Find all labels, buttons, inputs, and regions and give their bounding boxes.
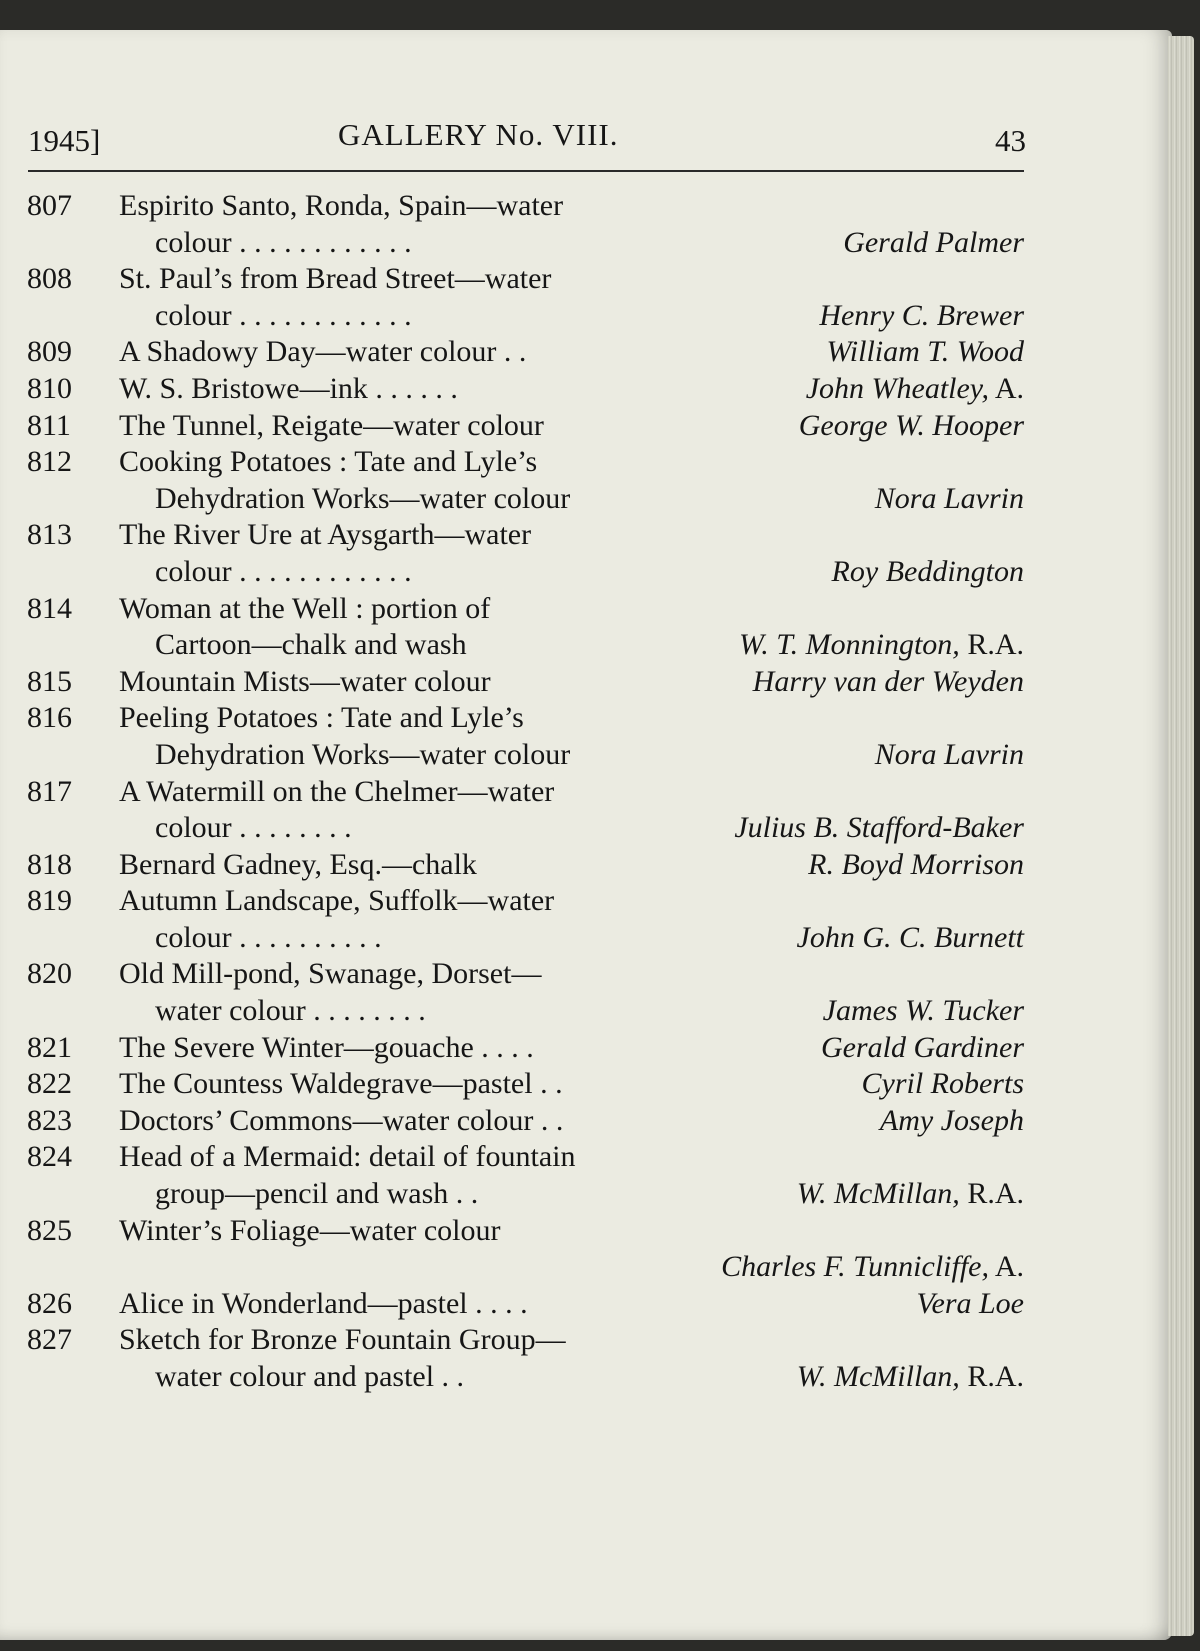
artist-honours: R.A. (959, 1177, 1024, 1211)
entry-line (0, 883, 1172, 920)
gallery-title: GALLERY No. VIII. (338, 117, 619, 152)
entry-title: The Countess Waldegrave—pastel . . (119, 1067, 563, 1101)
entry-title: Cooking Potatoes : Tate and Lyle’s (119, 445, 538, 479)
entry-line (0, 700, 1172, 737)
entry-number: 818 (27, 847, 72, 881)
entry-title: Bernard Gadney, Esq.—chalk (119, 847, 477, 881)
entry-number: 812 (27, 445, 72, 479)
entry-line (0, 517, 1172, 554)
entry-title: A Watermill on the Chelmer—water (119, 774, 555, 808)
entry-title-continued: Dehydration Works—water colour (155, 481, 571, 515)
catalogue-entry (0, 700, 1172, 773)
catalogue-entry (0, 408, 1172, 445)
entry-artist (734, 810, 1024, 847)
entry-title-continued: Cartoon—chalk and wash (155, 628, 467, 662)
entry-title: Doctors’ Commons—water colour . . (119, 1103, 564, 1137)
catalogue-entry (0, 334, 1172, 371)
entry-artist (917, 1286, 1025, 1323)
entry-line (0, 261, 1172, 298)
entry-line (0, 481, 1172, 518)
artist-name: John G. C. Burnett (796, 920, 1024, 954)
entry-artist (821, 1030, 1024, 1067)
entry-number: 822 (27, 1067, 72, 1101)
entry-title-continued: water colour . . . . . . . . (155, 994, 426, 1028)
entry-line (0, 188, 1172, 225)
entry-title: The River Ure at Aysgarth—water (119, 518, 532, 552)
artist-name: William T. Wood (826, 335, 1024, 369)
entry-line (0, 1103, 1172, 1140)
entry-title: Autumn Landscape, Suffolk—water (119, 884, 555, 918)
entry-line (0, 1286, 1172, 1323)
catalogue-entry (0, 1213, 1172, 1286)
artist-name: W. McMillan, (796, 1177, 960, 1211)
catalogue-entry (0, 956, 1172, 1029)
artist-name: John Wheatley, (805, 371, 989, 405)
entry-line (0, 1066, 1172, 1103)
entry-artist (799, 408, 1024, 445)
entry-line (0, 334, 1172, 371)
artist-name: Nora Lavrin (874, 737, 1024, 771)
entry-title: A Shadowy Day—water colour . . (119, 335, 527, 369)
entry-number: 819 (27, 884, 72, 918)
entry-artist (739, 627, 1024, 664)
entry-artist (806, 371, 1024, 408)
entry-title: Winter’s Foliage—water colour (119, 1213, 501, 1247)
entry-number: 817 (27, 774, 72, 808)
catalogue-entry (0, 1103, 1172, 1140)
entry-artist (797, 1176, 1024, 1213)
entry-title-continued: colour . . . . . . . . (155, 811, 352, 845)
catalogue-entry (0, 188, 1172, 261)
entry-title: St. Paul’s from Bread Street—water (119, 262, 552, 296)
catalogue-entry (0, 1030, 1172, 1067)
catalogue-entry (0, 591, 1172, 664)
entry-title: Mountain Mists—water colour (119, 664, 491, 698)
entry-line (0, 1359, 1172, 1396)
entry-number: 820 (27, 957, 72, 991)
entry-artist (880, 1103, 1024, 1140)
entry-artist (721, 1249, 1024, 1286)
entry-line (0, 956, 1172, 993)
entry-title-continued: group—pencil and wash . . (155, 1177, 479, 1211)
artist-name: James W. Tucker (822, 994, 1024, 1028)
artist-honours: R.A. (959, 628, 1024, 662)
entry-line (0, 737, 1172, 774)
header-year: 1945] (28, 123, 101, 158)
entry-artist (862, 1066, 1025, 1103)
entry-line (0, 993, 1172, 1030)
entry-line (0, 444, 1172, 481)
entry-artist (823, 993, 1024, 1030)
entry-artist (826, 334, 1024, 371)
entry-line (0, 1176, 1172, 1213)
entry-artist (797, 920, 1024, 957)
entry-number: 821 (27, 1030, 72, 1064)
artist-name: Amy Joseph (879, 1103, 1024, 1137)
entry-artist (797, 1359, 1024, 1396)
entry-number: 811 (27, 408, 71, 442)
entry-line (0, 371, 1172, 408)
artist-name: Roy Beddington (831, 554, 1024, 588)
entry-line (0, 1139, 1172, 1176)
entry-number: 824 (27, 1140, 72, 1174)
entry-title: Old Mill-pond, Swanage, Dorset— (119, 957, 542, 991)
entry-line (0, 774, 1172, 811)
catalogue-entry (0, 1286, 1172, 1323)
entry-title: Woman at the Well : portion of (119, 591, 491, 625)
artist-name: Julius B. Stafford-Baker (734, 811, 1024, 845)
catalogue-entry (0, 1066, 1172, 1103)
entry-title: The Severe Winter—gouache . . . . (119, 1030, 534, 1064)
artist-name: Gerald Palmer (843, 225, 1024, 259)
entry-title: The Tunnel, Reigate—water colour (119, 408, 544, 442)
artist-name: George W. Hooper (798, 408, 1024, 442)
artist-name: Cyril Roberts (861, 1067, 1024, 1101)
catalogue-entry (0, 261, 1172, 334)
header-rule (28, 170, 1024, 172)
entry-line (0, 554, 1172, 591)
entry-artist (753, 664, 1024, 701)
entry-number: 808 (27, 262, 72, 296)
artist-honours: A. (988, 1250, 1024, 1284)
entry-number: 815 (27, 664, 72, 698)
catalogue-entries (0, 188, 1172, 1396)
catalogue-entry (0, 883, 1172, 956)
entry-artist (875, 737, 1024, 774)
artist-honours: A. (988, 371, 1024, 405)
entry-artist (843, 225, 1024, 262)
entry-line (0, 1030, 1172, 1067)
entry-title: Espirito Santo, Ronda, Spain—water (119, 189, 564, 222)
entry-line (0, 847, 1172, 884)
entry-line (0, 920, 1172, 957)
entry-line (0, 810, 1172, 847)
artist-name: R. Boyd Morrison (808, 847, 1024, 881)
entry-artist (875, 481, 1024, 518)
catalogue-entry (0, 1322, 1172, 1395)
entry-number: 807 (27, 189, 72, 222)
entry-title: W. S. Bristowe—ink . . . . . . (119, 371, 458, 405)
artist-name: Charles F. Tunnicliffe, (721, 1250, 989, 1284)
artist-name: Vera Loe (916, 1286, 1024, 1320)
page-number: 43 (995, 123, 1026, 158)
entry-title: Sketch for Bronze Fountain Group— (119, 1323, 566, 1357)
entry-number: 813 (27, 518, 72, 552)
artist-honours: R.A. (959, 1360, 1024, 1393)
catalogue-entry (0, 774, 1172, 847)
catalogue-entry (0, 371, 1172, 408)
catalogue-entry (0, 847, 1172, 884)
entry-artist (832, 554, 1024, 591)
entry-line (0, 408, 1172, 445)
entry-number: 825 (27, 1213, 72, 1247)
entry-artist (808, 847, 1024, 884)
entry-title: Head of a Mermaid: detail of fountain (119, 1140, 576, 1174)
catalogue-entry (0, 517, 1172, 590)
artist-name: Henry C. Brewer (819, 298, 1024, 332)
entry-title-continued: colour . . . . . . . . . . (155, 920, 382, 954)
artist-name: Harry van der Weyden (752, 664, 1024, 698)
entry-title-continued: colour . . . . . . . . . . . . (155, 225, 412, 259)
artist-name: Gerald Gardiner (820, 1030, 1024, 1064)
catalogue-entry (0, 1139, 1172, 1212)
entry-number: 823 (27, 1103, 72, 1137)
catalogue-entry (0, 444, 1172, 517)
artist-name: W. T. Monnington, (738, 628, 960, 662)
entry-artist (819, 298, 1024, 335)
entry-number: 826 (27, 1286, 72, 1320)
entry-title-continued: colour . . . . . . . . . . . . (155, 554, 412, 588)
entry-line (0, 1213, 1172, 1250)
entry-title-continued: water colour and pastel . . (155, 1360, 465, 1393)
running-header (28, 117, 1026, 167)
artist-name: W. McMillan, (796, 1360, 960, 1393)
entry-title: Alice in Wonderland—pastel . . . . (119, 1286, 528, 1320)
entry-number: 816 (27, 701, 72, 735)
entry-line (0, 591, 1172, 628)
artist-name: Nora Lavrin (874, 481, 1024, 515)
entry-line (0, 298, 1172, 335)
entry-number: 827 (27, 1323, 72, 1357)
entry-line (0, 664, 1172, 701)
entry-number: 809 (27, 335, 72, 369)
entry-number: 810 (27, 371, 72, 405)
entry-number: 814 (27, 591, 72, 625)
catalogue-entry (0, 664, 1172, 701)
entry-line (0, 225, 1172, 262)
entry-line (0, 1249, 1172, 1286)
entry-line (0, 627, 1172, 664)
entry-line (0, 1322, 1172, 1359)
entry-title: Peeling Potatoes : Tate and Lyle’s (119, 701, 524, 735)
entry-title-continued: colour . . . . . . . . . . . . (155, 298, 412, 332)
entry-title-continued: Dehydration Works—water colour (155, 737, 571, 771)
